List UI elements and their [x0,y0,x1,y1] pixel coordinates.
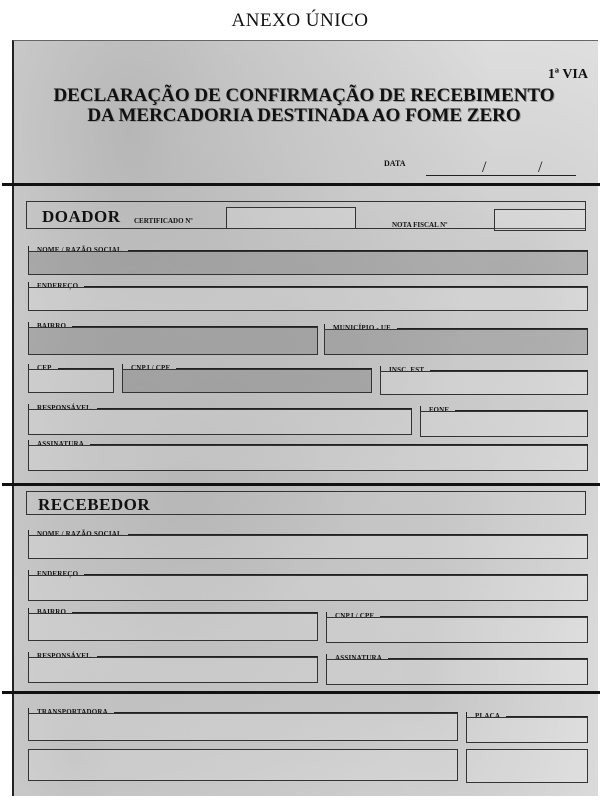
copy-indicator: 1ª VIA [547,67,588,82]
date-field[interactable] [426,175,576,176]
doador-municipio-input[interactable] [324,329,588,355]
insc-est-label: INSC. EST [389,366,425,374]
endereco-label: ENDEREÇO [37,282,79,290]
transportadora-label: TRANSPORTADORA [37,708,108,716]
placa-extra-input[interactable] [466,749,588,783]
recebedor-responsavel-label: RESPONSÁVEL [37,652,91,660]
section-divider [2,183,600,186]
recebedor-section-title: RECEBEDOR [38,495,151,514]
recebedor-endereco-label: ENDEREÇO [37,570,79,578]
recebedor-nome-label: NOME / RAZÃO SOCIAL [37,530,122,538]
doador-cep-input[interactable] [28,369,114,393]
form-heading-line-2: DA MERCADORIA DESTINADA AO FOME ZERO [87,105,521,126]
responsavel-label: RESPONSÁVEL [37,404,91,412]
transportadora-extra-input[interactable] [28,749,458,781]
form-heading-line-1: DECLARAÇÃO DE CONFIRMAÇÃO DE RECEBIMENTO [53,85,555,106]
doador-insc-est-input[interactable] [380,371,588,395]
doador-responsavel-input[interactable] [28,409,412,435]
annex-title: ANEXO ÚNICO [231,10,369,31]
section-divider [2,691,600,694]
bairro-label: BAIRRO [37,322,67,330]
doador-section-title: DOADOR [42,207,121,226]
recebedor-endereco-input[interactable] [28,575,588,601]
date-separator-1: / [482,159,487,176]
recebedor-assinatura-label: ASSINATURA [335,654,382,662]
doador-fone-input[interactable] [420,411,588,437]
cep-label: CEP [37,364,52,372]
placa-label: PLACA [475,712,501,720]
recebedor-bairro-input[interactable] [28,613,318,641]
cnpj-cpf-label: CNPJ / CPF [131,364,170,372]
certificado-label: CERTIFICADO Nº [134,217,193,225]
recebedor-responsavel-input[interactable] [28,657,318,683]
recebedor-assinatura-input[interactable] [326,659,588,685]
section-divider [2,483,600,486]
nome-razao-social-label: NOME / RAZÃO SOCIAL [37,246,122,254]
recebedor-bairro-label: BAIRRO [37,608,67,616]
recebedor-cnpj-input[interactable] [326,617,588,643]
recebedor-nome-input[interactable] [28,535,588,559]
date-separator-2: / [538,159,543,176]
placa-input[interactable] [466,717,588,743]
doador-bairro-input[interactable] [28,327,318,355]
recebedor-cnpj-label: CNPJ / CPF [335,612,374,620]
doador-cnpj-input[interactable] [122,369,372,393]
doador-endereco-input[interactable] [28,287,588,311]
doador-nome-input[interactable] [28,251,588,275]
certificado-input[interactable] [226,207,356,229]
doador-assinatura-input[interactable] [28,445,588,471]
municipio-uf-label: MUNICÍPIO - UF [333,324,391,332]
transportadora-input[interactable] [28,713,458,741]
assinatura-label: ASSINATURA [37,440,84,448]
date-label: DATA [384,159,406,168]
nota-fiscal-input[interactable] [494,209,586,231]
receipt-confirmation-form [12,40,598,796]
nota-fiscal-label: NOTA FISCAL Nº [392,221,448,229]
fone-label: FONE [429,406,450,414]
